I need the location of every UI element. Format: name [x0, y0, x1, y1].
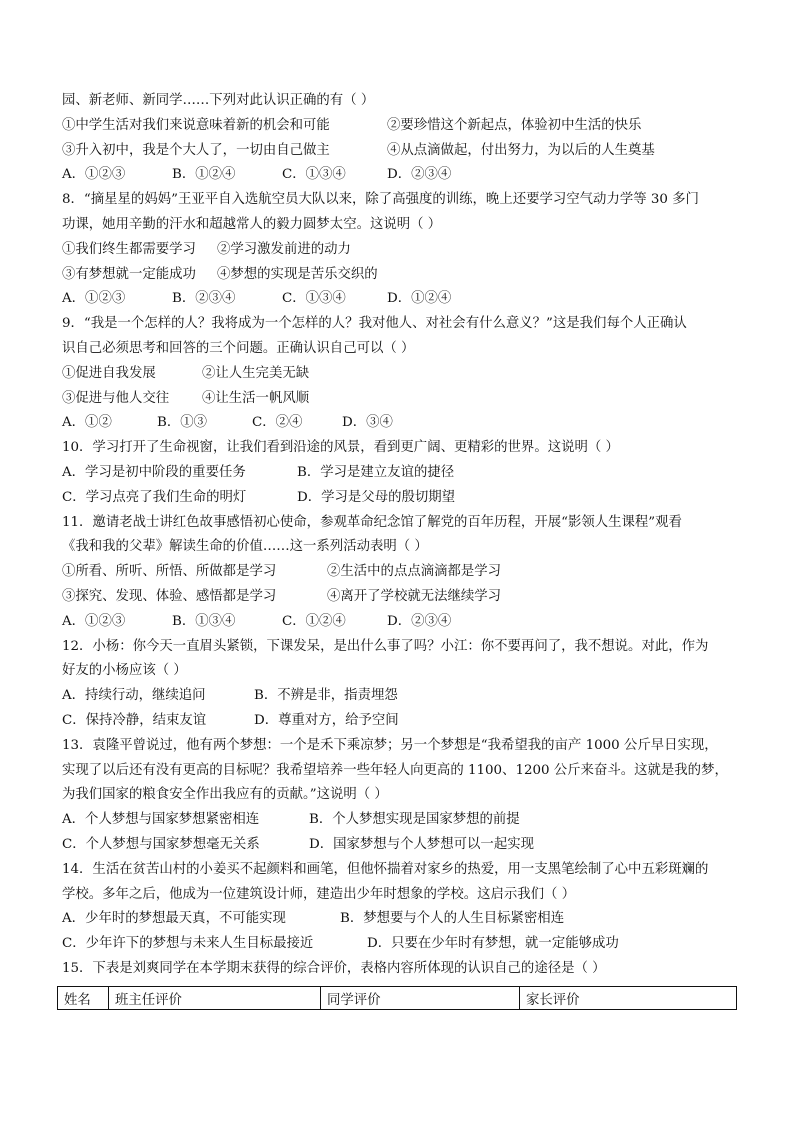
option-item: A．学习是初中阶段的重要任务	[62, 465, 246, 480]
option-item: A．①②	[62, 415, 112, 430]
option-item: D．国家梦想与个人梦想可以一起实现	[309, 837, 534, 852]
question-line: 《我和我的父辈》解读生命的价值……这一系列活动表明（ ）	[62, 539, 428, 554]
option-item: C．保持冷静，结束友谊	[62, 713, 207, 728]
header-parent-eval: 家长评价	[520, 987, 737, 1010]
option-item: A．个人梦想与国家梦想紧密相连	[62, 812, 260, 827]
question-line: 8．“摘星星的妈妈”王亚平自入选航空员大队以来，除了高强度的训练，晚上还要学习空气动力学等 30 多门	[62, 192, 699, 207]
question-line: 实现了以后还有没有更高的目标呢？我希望培养一些年轻人向更高的 1100、1200 公斤来奋斗。这就是我的梦，	[62, 763, 728, 778]
option-item: D．①②④	[387, 291, 452, 306]
option-item: B．个人梦想实现是国家梦想的前提	[309, 812, 520, 827]
option-item: B．①②④	[172, 167, 236, 182]
option-item: D．②③④	[387, 614, 452, 629]
option-item: C．少年许下的梦想与未来人生目标最接近	[62, 936, 314, 951]
option-item: C．①②④	[282, 614, 346, 629]
option-item: ①所看、所听、所悟、所做都是学习	[62, 564, 277, 579]
option-item: C．①③④	[282, 291, 346, 306]
option-item: A．①②③	[62, 614, 126, 629]
header-teacher-eval: 班主任评价	[109, 987, 321, 1010]
option-item: C．学习点亮了我们生命的明灯	[62, 490, 247, 505]
option-item: A．持续行动，继续追问	[62, 688, 206, 703]
option-item: C．个人梦想与国家梦想毫无关系	[62, 837, 260, 852]
header-classmate-eval: 同学评价	[321, 987, 520, 1010]
header-name: 姓名	[58, 987, 109, 1010]
evaluation-table	[57, 986, 737, 1010]
option-item: A．①②③	[62, 167, 126, 182]
option-item: D．学习是父母的殷切期望	[297, 490, 456, 505]
option-item: ②生活中的点点滴滴都是学习	[327, 564, 502, 579]
option-item: ④梦想的实现是苦乐交织的	[217, 267, 378, 282]
option-item: D．③④	[342, 415, 393, 430]
option-item: B．①③	[157, 415, 208, 430]
option-item: B．学习是建立友谊的捷径	[297, 465, 455, 480]
option-item: ③促进与他人交往	[62, 391, 170, 406]
option-item: ③升入初中，我是个大人了，一切由自己做主	[62, 143, 330, 158]
option-item: ③有梦想就一定能成功	[62, 267, 196, 282]
question-line: 学校。多年之后，他成为一位建筑设计师，建造出少年时想象的学校。这启示我们（ ）	[62, 887, 576, 902]
option-item: ③探究、发现、体验、感悟都是学习	[62, 589, 277, 604]
option-item: C．①③④	[282, 167, 346, 182]
option-item: ②学习激发前进的动力	[217, 242, 351, 257]
option-item: ④让生活一帆风顺	[202, 391, 310, 406]
option-item: A．少年时的梦想最天真，不可能实现	[62, 911, 286, 926]
option-item: ②让人生完美无缺	[202, 366, 310, 381]
option-item: B．不辨是非，指责埋怨	[254, 688, 398, 703]
question-line: 11．邀请老战士讲红色故事感悟初心使命，参观革命纪念馆了解党的百年历程，开展“影领人生课程”观看	[62, 515, 682, 530]
question-line: 10．学习打开了生命视窗，让我们看到沿途的风景，看到更广阔、更精彩的世界。这说明（ ）	[62, 440, 619, 455]
question-line: 13．袁隆平曾说过，他有两个梦想：一个是禾下乘凉梦；另一个梦想是“我希望我的亩产 1000 公斤早日实现，	[62, 738, 718, 753]
option-item: ②要珍惜这个新起点，体验初中生活的快乐	[387, 118, 642, 133]
question-line: 识自己必须思考和回答的三个问题。正确认识自己可以（ ）	[62, 341, 415, 356]
question-line: 功课，她用辛勤的汗水和超越常人的毅力圆梦太空。这说明（ ）	[62, 217, 442, 232]
question-line: 为我们国家的粮食安全作出我应有的贡献。”这说明（ ）	[62, 787, 388, 802]
option-item: B．②③④	[172, 291, 236, 306]
question-line: 好友的小杨应该（ ）	[62, 663, 187, 678]
option-item: ④离开了学校就无法继续学习	[327, 589, 502, 604]
option-item: ①促进自我发展	[62, 366, 156, 381]
option-item: D．尊重对方，给予空间	[254, 713, 399, 728]
option-item: C．②④	[252, 415, 303, 430]
option-item: A．①②③	[62, 291, 126, 306]
option-item: ④从点滴做起，付出努力，为以后的人生奠基	[387, 143, 655, 158]
option-item: D．②③④	[387, 167, 452, 182]
table-header-row	[58, 987, 737, 1010]
question-line: 15．下表是刘爽同学在本学期末获得的综合评价，表格内容所体现的认识自己的途径是（ ）	[62, 961, 606, 976]
option-item: B．①③④	[172, 614, 236, 629]
option-item: B．梦想要与个人的人生目标紧密相连	[340, 911, 565, 926]
option-item: D．只要在少年时有梦想，就一定能够成功	[367, 936, 619, 951]
question-line: 12．小杨：你今天一直眉头紧锁，下课发呆，是出什么事了吗？小江：你不要再问了，我不想说。对此，作为	[62, 639, 709, 654]
question-line: 园、新老师、新同学……下列对此认识正确的有（ ）	[62, 93, 375, 108]
question-line: 9．“我是一个怎样的人？我将成为一个怎样的人？我对他人、对社会有什么意义？”这是我们每个人正确认	[62, 316, 687, 331]
option-item: ①我们终生都需要学习	[62, 242, 196, 257]
option-item: ①中学生活对我们来说意味着新的机会和可能	[62, 118, 330, 133]
question-line: 14．生活在贫苦山村的小姜买不起颜料和画笔，但他怀揣着对家乡的热爱，用一支黑笔绘制了心中五彩斑斓的	[62, 862, 709, 877]
